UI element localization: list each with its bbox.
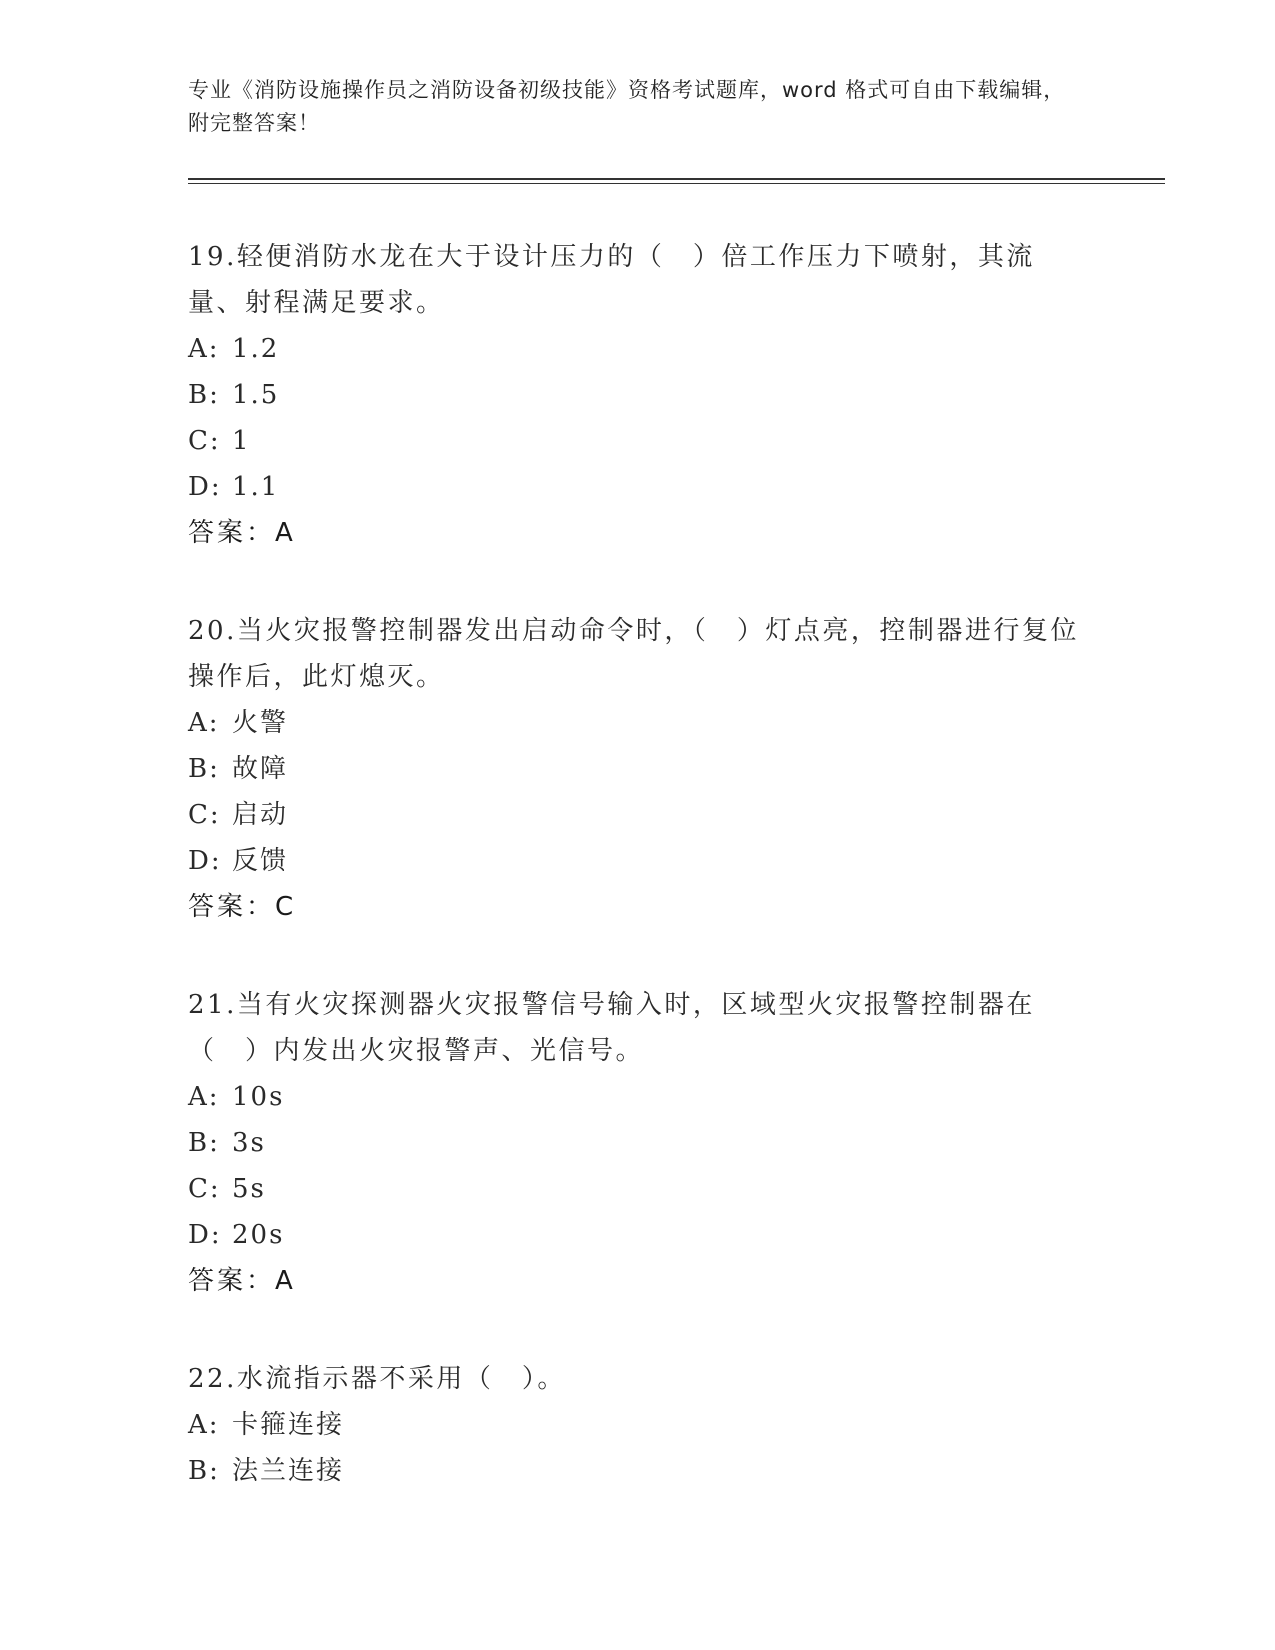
option-value: 1.5 [232, 380, 280, 410]
option-c [188, 1166, 1088, 1212]
header-divider-bottom [188, 183, 1165, 184]
option-value: 反馈 [232, 846, 289, 876]
option-letter: A: [188, 334, 220, 364]
question-21 [188, 982, 1088, 1304]
question-text: 22.水流指示器不采用（ ）。 [188, 1364, 566, 1394]
option-c [188, 792, 1088, 838]
option-b [188, 1120, 1088, 1166]
option-letter: A: [188, 1410, 220, 1440]
question-list [188, 234, 1088, 1546]
option-value: 启动 [232, 800, 289, 830]
document-header: 专业《消防设施操作员之消防设备初级技能》资格考试题库，word 格式可自由下载编辑，附完整答案！ [188, 78, 1066, 135]
option-a [188, 700, 1088, 746]
option-value: 法兰连接 [232, 1456, 345, 1486]
option-letter: D: [188, 1220, 222, 1250]
option-letter: B: [188, 1456, 220, 1486]
question-20 [188, 608, 1088, 930]
option-b [188, 1448, 1088, 1494]
question-text: 21.当有火灾探测器火灾报警信号输入时，区域型火灾报警控制器在（ ）内发出火灾报警声、光信号。 [188, 990, 1035, 1066]
option-value: 1 [232, 426, 251, 456]
option-letter: A: [188, 1082, 220, 1112]
option-value: 1.2 [232, 334, 280, 364]
option-value: 故障 [232, 754, 289, 784]
option-value: 1.1 [232, 472, 280, 502]
option-a [188, 326, 1088, 372]
question-text: 20.当火灾报警控制器发出启动命令时，（ ）灯点亮，控制器进行复位操作后，此灯熄灭。 [188, 616, 1079, 692]
option-letter: C: [188, 800, 221, 830]
option-letter: B: [188, 754, 220, 784]
option-value: 5s [232, 1174, 266, 1204]
option-value: 20s [232, 1220, 285, 1250]
question-19 [188, 234, 1088, 556]
option-d [188, 1212, 1088, 1258]
option-letter: D: [188, 472, 222, 502]
option-letter: C: [188, 426, 221, 456]
option-value: 3s [232, 1128, 266, 1158]
option-letter: B: [188, 1128, 220, 1158]
option-value: 卡箍连接 [232, 1410, 345, 1440]
question-text: 19.轻便消防水龙在大于设计压力的（ ）倍工作压力下喷射，其流量、射程满足要求。 [188, 242, 1035, 318]
option-letter: C: [188, 1174, 221, 1204]
option-value: 10s [232, 1082, 285, 1112]
option-letter: D: [188, 846, 222, 876]
option-a [188, 1074, 1088, 1120]
option-d [188, 838, 1088, 884]
answer-line: 答案：A [188, 1266, 296, 1296]
option-d [188, 464, 1088, 510]
option-c [188, 418, 1088, 464]
option-b [188, 372, 1088, 418]
question-22 [188, 1356, 1088, 1494]
answer-line: 答案：A [188, 518, 296, 548]
header-divider-top [188, 178, 1165, 180]
option-letter: B: [188, 380, 220, 410]
option-a [188, 1402, 1088, 1448]
option-b [188, 746, 1088, 792]
option-value: 火警 [232, 708, 289, 738]
answer-line: 答案：C [188, 892, 297, 922]
option-letter: A: [188, 708, 220, 738]
